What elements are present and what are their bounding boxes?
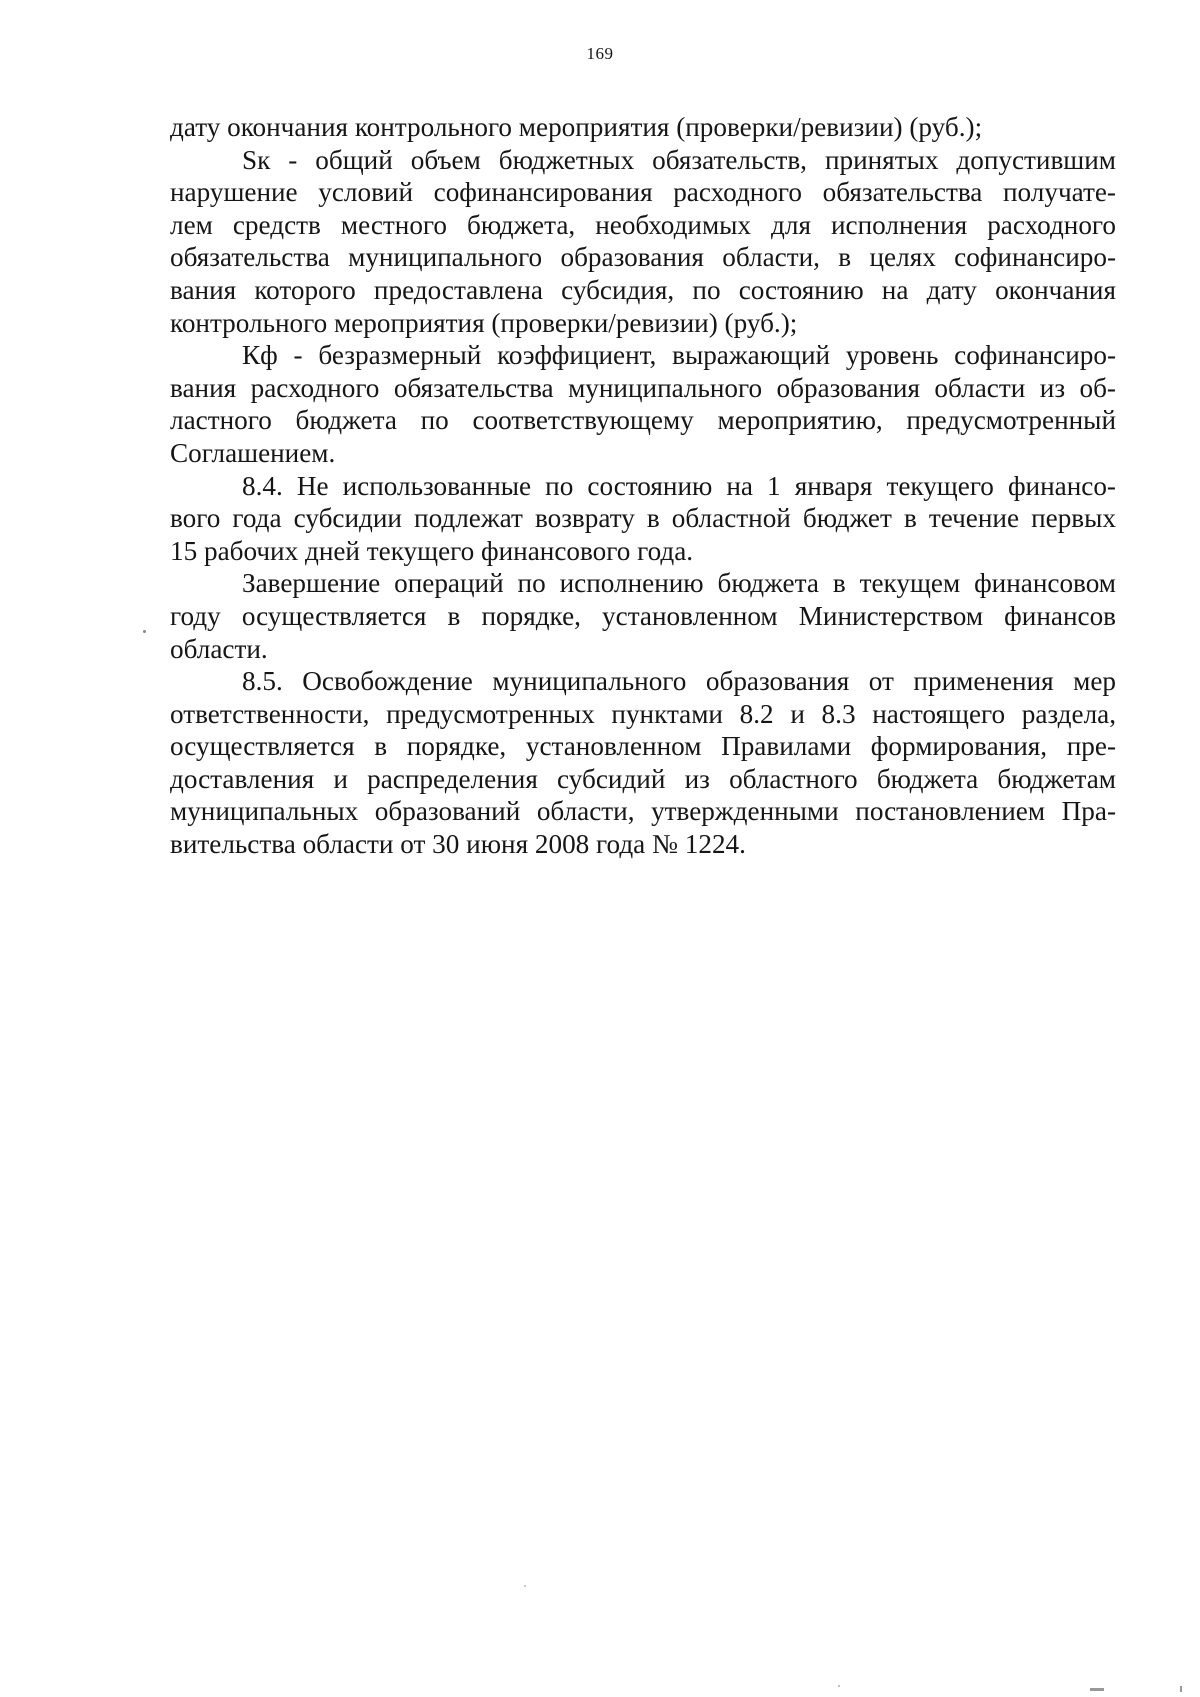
text-line: лем средств местного бюджета, необходимых для исполнения расходного bbox=[170, 209, 1116, 240]
text-line: осуществляется в порядке, установленном Правилами формирования, пре- bbox=[170, 731, 1116, 762]
text-line: области. bbox=[170, 633, 268, 664]
text-line: Соглашением. bbox=[170, 437, 336, 468]
text-line: дату окончания контрольного мероприятия (проверки/ревизии) (руб.); bbox=[170, 112, 983, 142]
text-line: обязательства муниципального образования области, в целях софинансиро- bbox=[170, 242, 1116, 273]
text-line: Кф - безразмерный коэффициент, выражающий уровень софинансиро- bbox=[242, 340, 1116, 371]
text-line: нарушение условий софинансирования расходного обязательства получате- bbox=[170, 177, 1116, 208]
scan-speck bbox=[143, 630, 146, 633]
text-line: вительства области от 30 июня 2008 года № 1224. bbox=[170, 829, 746, 860]
paragraph-sk-definition bbox=[170, 144, 1116, 340]
page-number: 169 bbox=[586, 44, 614, 63]
scan-speck bbox=[1180, 1686, 1182, 1692]
paragraph-item-8-5 bbox=[170, 665, 1116, 861]
document-body bbox=[170, 111, 1116, 861]
paragraph-continuation bbox=[170, 111, 1116, 144]
scan-speck bbox=[524, 1585, 526, 1587]
text-line: году осуществляется в порядке, установленном Министерством финансов bbox=[170, 600, 1116, 631]
text-line: Завершение операций по исполнению бюджета в текущем финансовом bbox=[242, 568, 1116, 599]
text-line: доставления и распределения субсидий из областного бюджета бюджетам bbox=[170, 763, 1116, 794]
paragraph-item-8-4 bbox=[170, 470, 1116, 568]
scan-speck bbox=[838, 1685, 840, 1687]
text-line: 8.4. Не использованные по состоянию на 1 января текущего финансо- bbox=[242, 470, 1116, 501]
text-line: вания которого предоставлена субсидия, по состоянию на дату окончания bbox=[170, 274, 1116, 305]
text-line: вания расходного обязательства муниципального образования области из об- bbox=[170, 372, 1116, 403]
paragraph-budget-completion bbox=[170, 567, 1116, 665]
text-line: вого года субсидии подлежат возврату в областной бюджет в течение первых bbox=[170, 503, 1116, 534]
text-line: Sк - общий объем бюджетных обязательств, принятых допустившим bbox=[242, 144, 1116, 175]
text-line: муниципальных образований области, утвержденными постановлением Пра- bbox=[170, 796, 1116, 827]
text-line: 15 рабочих дней текущего финансового года. bbox=[170, 535, 694, 566]
text-line: ответственности, предусмотренных пунктами 8.2 и 8.3 настоящего раздела, bbox=[170, 698, 1116, 729]
text-line: контрольного мероприятия (проверки/ревизии) (руб.); bbox=[170, 307, 798, 338]
paragraph-kf-definition bbox=[170, 339, 1116, 469]
scan-speck bbox=[1090, 1688, 1104, 1691]
text-line: ластного бюджета по соответствующему мероприятию, предусмотренный bbox=[170, 405, 1116, 436]
text-line: 8.5. Освобождение муниципального образования от применения мер bbox=[242, 666, 1116, 697]
